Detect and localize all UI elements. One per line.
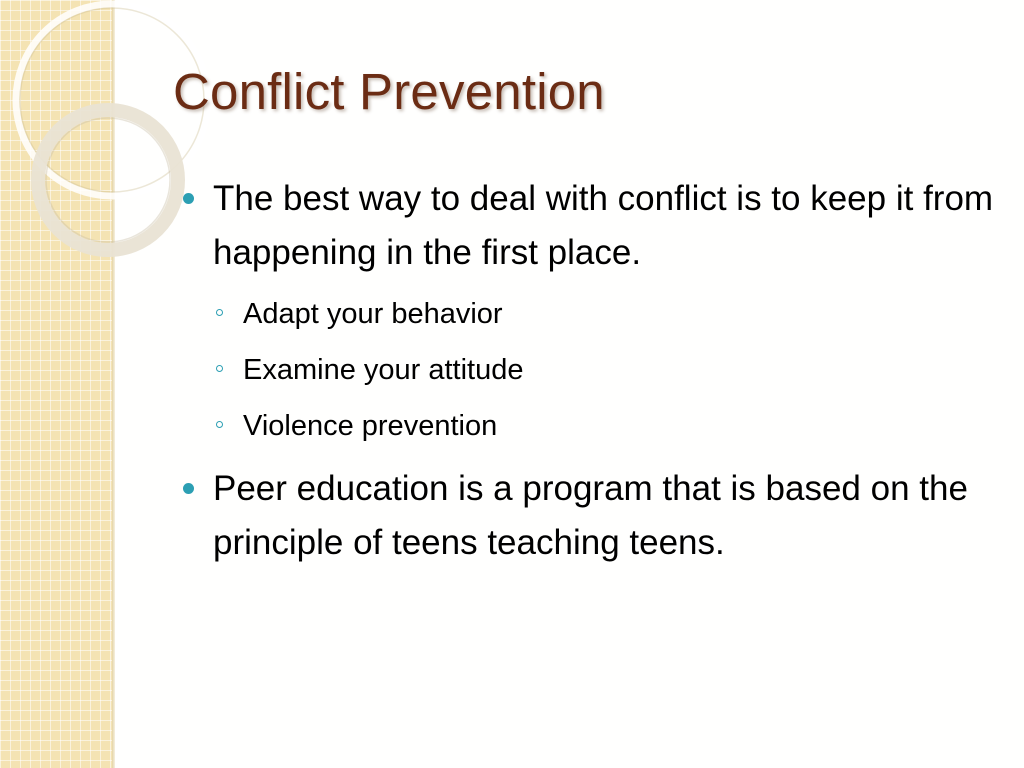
- bullet-text: Peer education is a program that is based on the principle of teens teaching teens.: [213, 469, 968, 562]
- hollow-circle-bullet-icon: [216, 365, 223, 372]
- bullet-list: [183, 172, 1003, 576]
- sub-bullet-text: Adapt your behavior: [243, 298, 503, 330]
- filled-dot-bullet-icon: [183, 483, 194, 494]
- bullet-text: The best way to deal with conflict is to keep it from happening in the first place.: [213, 179, 994, 272]
- sub-bullet-item: [183, 342, 1003, 398]
- filled-dot-bullet-icon: [183, 193, 194, 204]
- hollow-circle-bullet-icon: [216, 421, 223, 428]
- bullet-item: [183, 172, 1003, 280]
- bullet-item: [183, 462, 1003, 570]
- sub-bullet-item: [183, 398, 1003, 454]
- slide-title: Conflict Prevention: [173, 63, 605, 120]
- sub-bullet-text: Examine your attitude: [243, 354, 524, 386]
- sub-bullet-list: [183, 286, 1003, 454]
- decorative-rings: [0, 0, 200, 260]
- sub-bullet-text: Violence prevention: [243, 410, 498, 442]
- hollow-circle-bullet-icon: [216, 309, 223, 316]
- sub-bullet-item: [183, 286, 1003, 342]
